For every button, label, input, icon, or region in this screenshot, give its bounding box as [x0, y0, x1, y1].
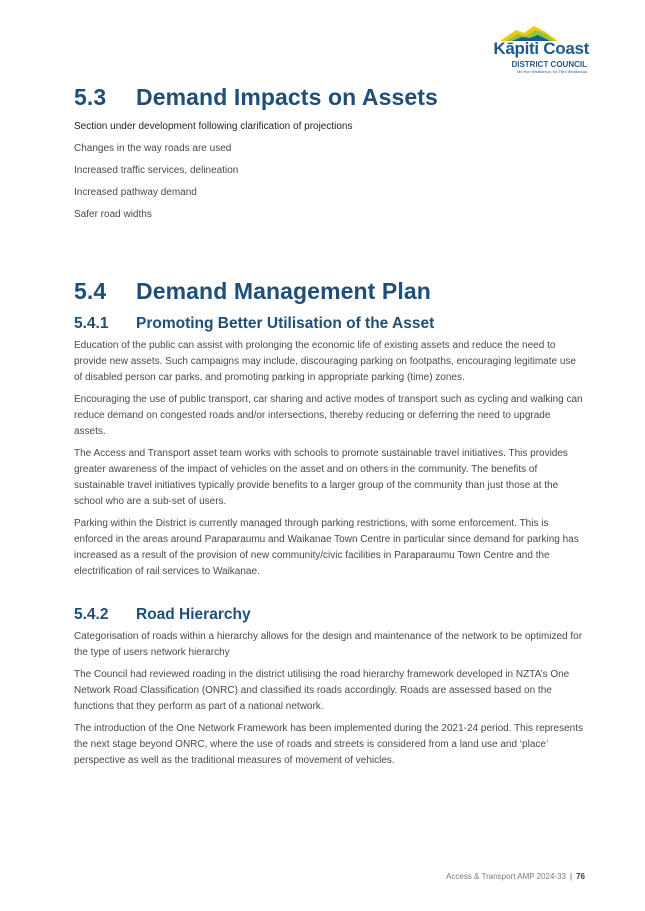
section-heading-5-4 — [74, 278, 584, 305]
section-title: Demand Impacts on Assets — [136, 84, 438, 110]
council-logo — [474, 24, 592, 80]
page-number: 76 — [576, 872, 585, 881]
list-item: Safer road widths — [74, 209, 152, 220]
footer-separator: | — [570, 872, 573, 881]
list-item: Changes in the way roads are used — [74, 143, 232, 154]
subsection-title: Promoting Better Utilisation of the Asset — [136, 315, 435, 332]
subsection-number: 5.4.1 — [74, 315, 109, 332]
logo-name: Kāpiti Coast — [493, 39, 589, 58]
section-title: Demand Management Plan — [136, 278, 431, 304]
paragraph: Parking within the District is currently managed through parking restrictions, with some enforcement. This is enforced in the areas around Paraparaumu and Waikanae Town Centre in particular since demand for parking has increased as a result of the provision of new community/civic facilities in Paraparaumu Town Centre and the electrification of rail services to Waikanae. — [74, 518, 579, 577]
subsection-heading-5-4-1 — [74, 315, 584, 333]
logo-tagline: Me Huri Whakamuri, Ka Titiro Whakamua — [517, 70, 587, 74]
paragraph: The Council had reviewed roading in the district utilising the road hierarchy framework developed in NZTA’s One Network Road Classification (ONRC) and classified its roads accordingly. Roads are assessed based on the functions that they perform as part of a national network. — [74, 669, 570, 712]
paragraph: Education of the public can assist with prolonging the economic life of existing assets and reduce the need to provide new assets. Such campaigns may include, discouraging parking on footpaths, encouraging legitimate use of disabled person car parks, and promoting parking in appropriate parking (time) zones. — [74, 340, 576, 383]
list-item: Increased pathway demand — [74, 187, 197, 198]
page-footer — [446, 872, 585, 881]
footer-document-title: Access & Transport AMP 2024-33 — [446, 872, 567, 881]
subsection-heading-5-4-2 — [74, 606, 584, 624]
list-item: Increased traffic services, delineation — [74, 165, 239, 176]
paragraph: The introduction of the One Network Framework has been implemented during the 2021-24 period. This represents the next stage beyond ONRC, where the use of roads and streets is considered from a land use and ‘place’ perspective as well as the traditional measures of movement of vehicles. — [74, 723, 583, 766]
section-number: 5.3 — [74, 84, 107, 110]
paragraph: The Access and Transport asset team works with schools to promote sustainable travel initiatives. This provides greater awareness of the impact of vehicles on the asset and on others in the community. The benefits of sustainable travel initiatives typically provide benefits to a larger group of the community than just those at the school who are a sub-set of users. — [74, 448, 568, 507]
paragraph: Categorisation of roads within a hierarchy allows for the design and maintenance of the network to be optimized for the type of users network hierarchy — [74, 631, 583, 658]
section-heading-5-3 — [74, 84, 584, 111]
development-note: Section under development following clarification of projections — [74, 121, 353, 132]
section-number: 5.4 — [74, 278, 107, 304]
logo-subtitle: DISTRICT COUNCIL — [511, 60, 587, 69]
paragraph: Encouraging the use of public transport, car sharing and active modes of transport such as cycling and walking can reduce demand on congested roads and/or intersections, thereby reducing or deferring the need to upgrade assets. — [74, 394, 583, 437]
subsection-title: Road Hierarchy — [136, 606, 251, 623]
page-content — [74, 84, 584, 769]
subsection-number: 5.4.2 — [74, 606, 109, 623]
